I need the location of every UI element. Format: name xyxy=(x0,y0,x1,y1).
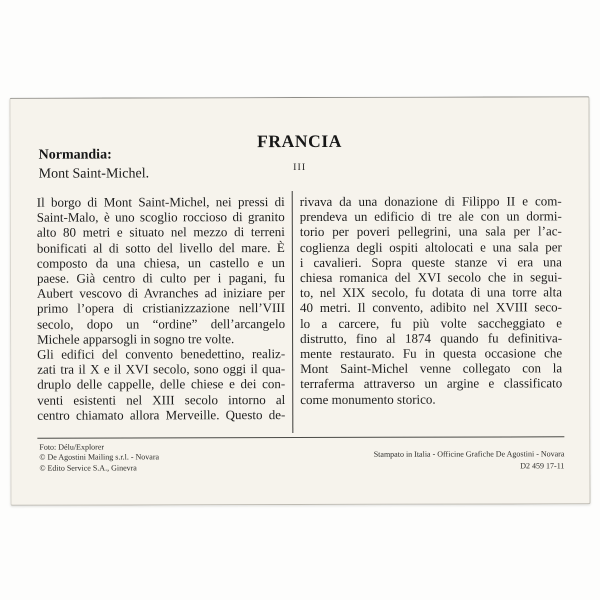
text-line: chiesa romanica del XVI secolo che in segui- xyxy=(299,269,562,286)
footer-photo-credits xyxy=(39,442,159,473)
text-line: coglienza degli ospiti altolocati e una sala per xyxy=(299,238,562,255)
body-right-column xyxy=(300,193,563,407)
text-line: secolo, dopo un “ordine” dell’arcangelo xyxy=(37,315,286,332)
text-line: primo l’opera di cristianizzazione nell’VIII xyxy=(36,300,286,317)
text-line: D2 459 17-11 xyxy=(520,460,565,470)
text-line: bonificati al di sotto del livello del mare. È xyxy=(36,239,285,256)
subject-title: Mont Saint-Michel. xyxy=(38,166,150,182)
text-line: © Edito Service S.A., Ginevra xyxy=(39,463,137,473)
text-line: prendeva un edificio di tre ale con un dormi- xyxy=(299,208,562,225)
text-line: to, nel XIX secolo, fu dotata di una torre alta xyxy=(299,284,562,301)
text-line: Saint-Malo, è uno scoglio roccioso di granito xyxy=(36,209,285,225)
text-line: come monumento storico. xyxy=(300,391,436,407)
text-line: rivava da una donazione di Filippo II e com- xyxy=(299,193,562,210)
text-line: venti esistenti nel XIII secolo intorno al xyxy=(37,391,286,408)
text-line: Gli edifici del convento benedettino, realiz- xyxy=(37,346,286,362)
text-line: Michele apparsogli in sogno tre volte. xyxy=(37,331,235,347)
volume-numeral: III xyxy=(293,161,307,174)
text-line: lo a carcere, fu più volte saccheggiato e xyxy=(300,314,563,331)
text-line: i cavalieri. Sopra queste stanze vi era una xyxy=(299,254,562,270)
text-line: torio per poveri pellegrini, una sala per l’ac- xyxy=(299,223,562,240)
footer-printer-imprint xyxy=(374,448,565,471)
text-line: zati tra il X e il XVI secolo, sono oggi il qua- xyxy=(37,361,286,377)
text-line: paese. Già centro di culto per i pagani, fu xyxy=(36,270,285,286)
text-line: druplo delle cappelle, delle chiese e dei con- xyxy=(37,376,286,393)
column-divider-rule xyxy=(292,191,294,433)
text-line: © De Agostini Mailing s.r.l. - Novara xyxy=(39,452,160,462)
text-line: Aubert vescovo di Avranches ad iniziare per xyxy=(36,285,285,301)
postcard-back xyxy=(9,96,590,506)
text-line: Stampato in Italia - Officine Grafiche De Agostini - Novara xyxy=(373,449,565,459)
text-line: Mont Saint-Michel venne collegato con la xyxy=(300,360,563,377)
card-title: FRANCIA xyxy=(257,130,343,152)
region-label: Normandia: xyxy=(38,147,112,163)
text-line: alto 80 metri e situato nel mezzo di terreni xyxy=(36,224,285,241)
text-line: centro chiamato allora Merveille. Questo de- xyxy=(37,406,286,423)
text-line: Foto: Délu/Explorer xyxy=(39,442,105,452)
body-left-column xyxy=(37,194,286,423)
text-line: terraferma attraverso un argine e classificato xyxy=(300,375,563,392)
text-line: composto da una chiesa, un castello e un xyxy=(36,254,285,271)
text-line: distrutto, fino al 1874 quando fu definitiva- xyxy=(300,330,563,346)
text-line: mente restaurato. Fu in questa occasione che xyxy=(300,345,563,362)
text-line: Il borgo di Mont Saint-Michel, nei pressi di xyxy=(36,194,285,210)
footer-horizontal-rule xyxy=(37,436,564,438)
text-line: 40 metri. Il convento, adibito nel XVIII seco- xyxy=(299,299,563,316)
